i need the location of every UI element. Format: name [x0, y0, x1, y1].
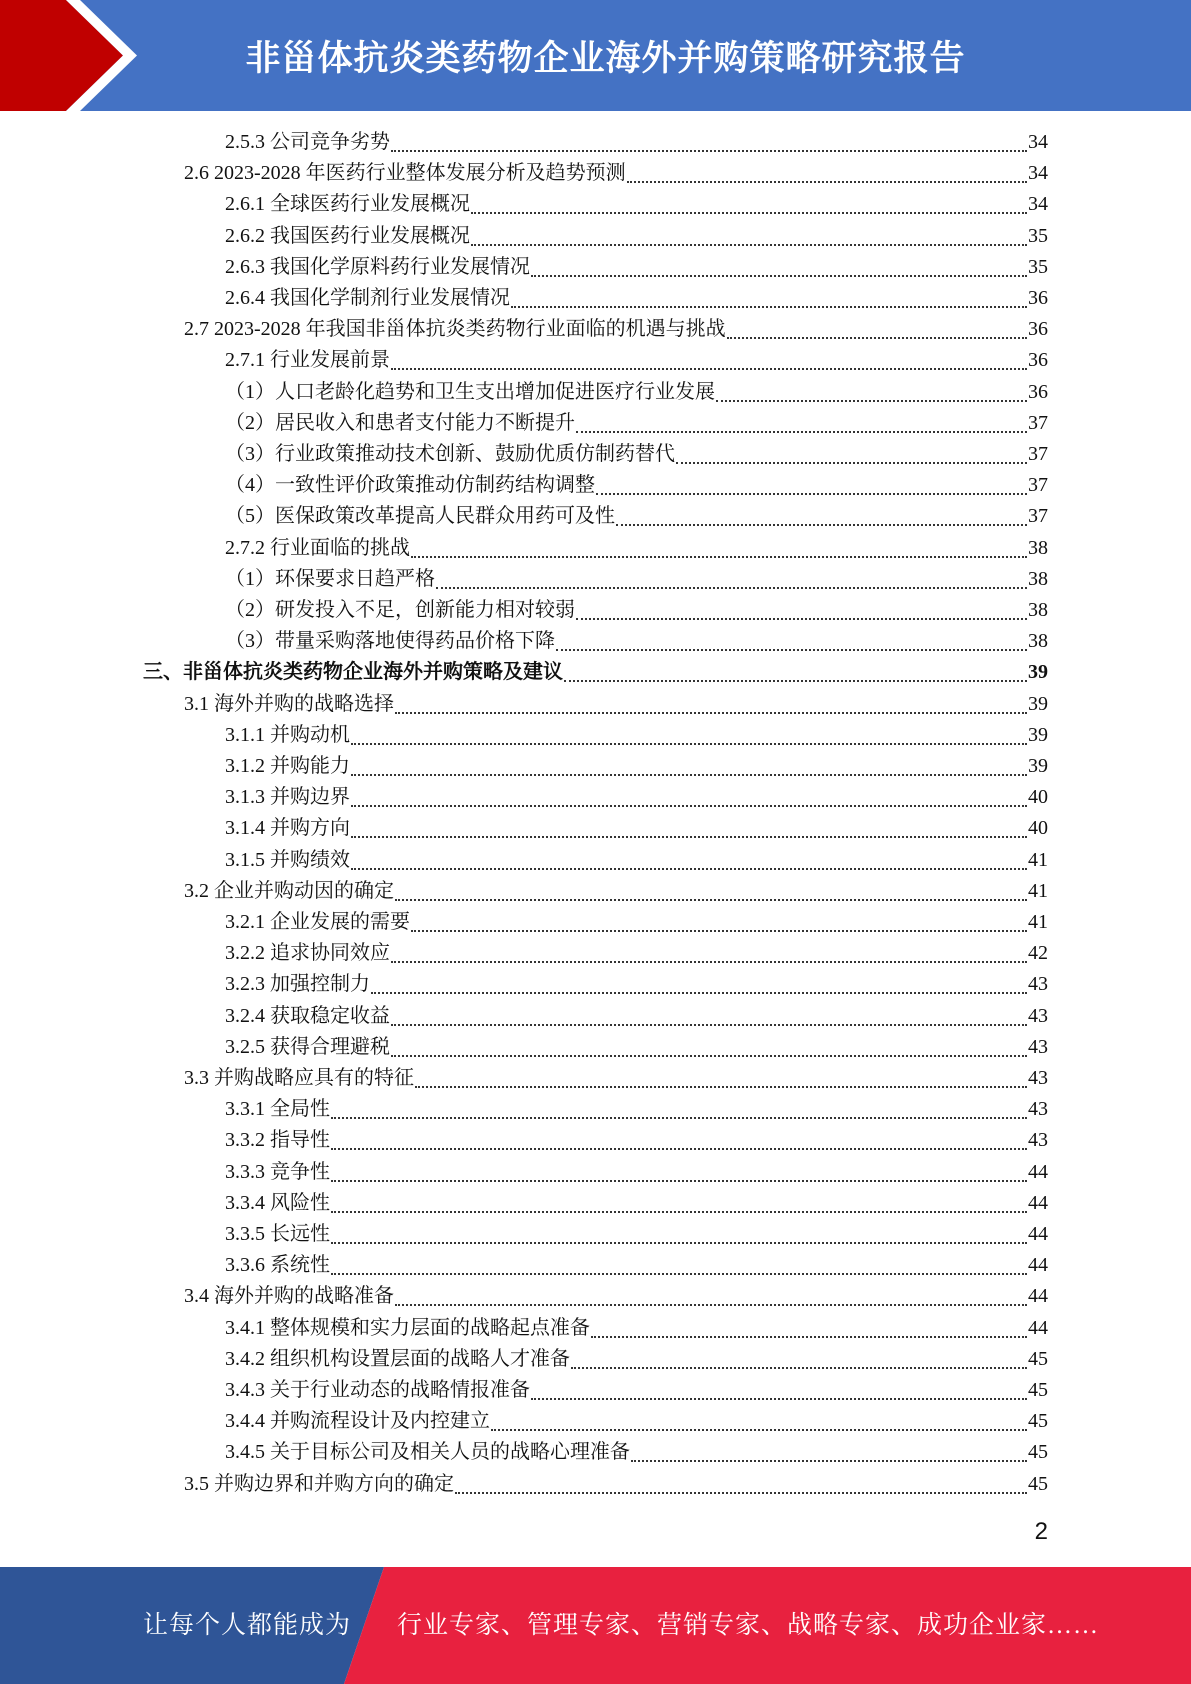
toc-dot-leader	[331, 1193, 1027, 1213]
footer-slogan-right: 行业专家、管理专家、营销专家、战略专家、成功企业家……	[397, 1612, 1100, 1639]
toc-dot-leader	[395, 1286, 1027, 1306]
toc-dot-leader	[616, 506, 1027, 526]
toc-entry-title: （3）行业政策推动技术创新、鼓励优质仿制药替代	[225, 443, 675, 465]
report-title: 非甾体抗炎类药物企业海外并购策略研究报告	[245, 38, 966, 79]
toc-dot-leader	[631, 1442, 1027, 1462]
toc-entry-title: 3.1.4 并购方向	[225, 817, 350, 839]
toc-entry-page: 42	[1028, 942, 1048, 964]
toc-entry-title: 3.3.3 竞争性	[225, 1161, 330, 1183]
toc-entry[interactable]	[225, 221, 1048, 252]
toc-entry-page: 41	[1028, 849, 1048, 871]
toc-entry-page: 34	[1028, 162, 1048, 184]
toc-entry-page: 43	[1028, 1067, 1048, 1089]
toc-dot-leader	[531, 257, 1027, 277]
toc-entry-page: 35	[1028, 225, 1048, 247]
toc-entry[interactable]	[225, 283, 1048, 314]
toc-entry-title: 3.1.2 并购能力	[225, 755, 350, 777]
toc-dot-leader	[471, 194, 1027, 214]
toc-entry-title: 3.4.1 整体规模和实力层面的战略起点准备	[225, 1317, 590, 1339]
toc-entry-page: 44	[1028, 1192, 1048, 1214]
toc-entry-title: 3.3 并购战略应具有的特征	[184, 1067, 414, 1089]
toc-entry[interactable]	[225, 1125, 1048, 1156]
toc-entry-page: 45	[1028, 1473, 1048, 1495]
toc-entry-title: 3.3.6 系统性	[225, 1254, 330, 1276]
toc-entry[interactable]	[184, 314, 1048, 345]
toc-entry-title: 2.6 2023-2028 年医药行业整体发展分析及趋势预测	[184, 162, 626, 184]
toc-dot-leader	[351, 787, 1027, 807]
toc-entry-title: 3.2.1 企业发展的需要	[225, 911, 410, 933]
toc-entry-page: 44	[1028, 1223, 1048, 1245]
toc-entry-page: 34	[1028, 131, 1048, 153]
page-number: 2	[1034, 1518, 1048, 1545]
toc-entry-title: 3.4.3 关于行业动态的战略情报准备	[225, 1379, 530, 1401]
toc-entry[interactable]	[184, 876, 1048, 907]
toc-dot-leader	[576, 600, 1027, 620]
toc-entry-title: （1）人口老龄化趋势和卫生支出增加促进医疗行业发展	[225, 381, 715, 403]
toc-entry[interactable]	[184, 689, 1048, 720]
toc-entry[interactable]	[225, 1250, 1048, 1281]
toc-entry-title: （4）一致性评价政策推动仿制药结构调整	[225, 474, 595, 496]
toc-entry[interactable]	[225, 533, 1048, 564]
toc-dot-leader	[371, 974, 1027, 994]
toc-entry[interactable]	[225, 564, 1048, 595]
toc-entry-page: 35	[1028, 256, 1048, 278]
toc-entry-page: 44	[1028, 1161, 1048, 1183]
toc-entry[interactable]	[225, 1188, 1048, 1219]
toc-entry-page: 39	[1028, 755, 1048, 777]
toc-entry-title: 3.1 海外并购的战略选择	[184, 693, 394, 715]
toc-entry-page: 43	[1028, 973, 1048, 995]
toc-entry[interactable]	[184, 1469, 1048, 1500]
toc-dot-leader	[511, 288, 1027, 308]
toc-dot-leader	[571, 1349, 1027, 1369]
toc-dot-leader	[556, 631, 1027, 651]
toc-entry[interactable]	[184, 158, 1048, 189]
toc-entry-title: （2）居民收入和患者支付能力不断提升	[225, 412, 575, 434]
toc-dot-leader	[391, 350, 1027, 370]
toc-entry[interactable]	[225, 408, 1048, 439]
toc-entry[interactable]	[225, 439, 1048, 470]
toc-entry-title: （2）研发投入不足，创新能力相对较弱	[225, 599, 575, 621]
toc-entry[interactable]	[225, 1344, 1048, 1375]
toc-dot-leader	[391, 132, 1027, 152]
toc-entry-title: 2.7.2 行业面临的挑战	[225, 537, 410, 559]
toc-entry-title: 3.3.5 长远性	[225, 1223, 330, 1245]
toc-dot-leader	[331, 1224, 1027, 1244]
toc-dot-leader	[576, 413, 1027, 433]
toc-entry-page: 34	[1028, 193, 1048, 215]
toc-entry-title: （3）带量采购落地使得药品价格下降	[225, 630, 555, 652]
toc-entry-title: 3.4.4 并购流程设计及内控建立	[225, 1410, 490, 1432]
toc-entry[interactable]	[225, 1001, 1048, 1032]
toc-entry-page: 44	[1028, 1254, 1048, 1276]
toc-dot-leader	[395, 881, 1027, 901]
toc-entry-page: 38	[1028, 630, 1048, 652]
toc-dot-leader	[716, 382, 1027, 402]
toc-entry-title: 2.5.3 公司竞争劣势	[225, 131, 390, 153]
toc-dot-leader	[627, 163, 1027, 183]
toc-entry[interactable]	[184, 1281, 1048, 1312]
toc-entry-page: 44	[1028, 1317, 1048, 1339]
toc-entry-title: 3.2.3 加强控制力	[225, 973, 370, 995]
toc-entry-page: 40	[1028, 817, 1048, 839]
toc-entry[interactable]	[225, 345, 1048, 376]
toc-entry-page: 43	[1028, 1036, 1048, 1058]
toc-entry[interactable]	[225, 252, 1048, 283]
toc-entry[interactable]	[143, 657, 1048, 688]
toc-entry[interactable]	[225, 1313, 1048, 1344]
toc-entry[interactable]	[225, 1437, 1048, 1468]
toc-dot-leader	[351, 850, 1027, 870]
toc-dot-leader	[436, 569, 1027, 589]
toc-entry[interactable]	[225, 938, 1048, 969]
toc-entry[interactable]	[225, 782, 1048, 813]
toc-entry-title: 2.6.3 我国化学原料药行业发展情况	[225, 256, 530, 278]
toc-entry-page: 45	[1028, 1410, 1048, 1432]
toc-entry-page: 39	[1028, 661, 1048, 683]
toc-entry-page: 38	[1028, 537, 1048, 559]
toc-entry-title: 3.2.5 获得合理避税	[225, 1036, 390, 1058]
toc-entry[interactable]	[225, 501, 1048, 532]
toc-entry[interactable]	[225, 377, 1048, 408]
toc-entry-title: 3.2.4 获取稳定收益	[225, 1005, 390, 1027]
toc-entry-title: 三、非甾体抗炎类药物企业海外并购策略及建议	[143, 661, 563, 683]
header-arrow-decoration	[0, 0, 150, 111]
toc-entry[interactable]	[184, 1063, 1048, 1094]
toc-dot-leader	[455, 1474, 1027, 1494]
toc-dot-leader	[471, 226, 1027, 246]
page-header	[0, 0, 1191, 111]
toc-entry[interactable]	[225, 1032, 1048, 1063]
toc-entry-page: 36	[1028, 318, 1048, 340]
toc-entry-page: 36	[1028, 349, 1048, 371]
toc-entry-title: 3.3.1 全局性	[225, 1098, 330, 1120]
footer-slogan-left: 让每个人都能成为	[143, 1612, 352, 1639]
toc-entry-page: 43	[1028, 1098, 1048, 1120]
toc-entry-title: 2.6.1 全球医药行业发展概况	[225, 193, 470, 215]
toc-entry-title: 2.7 2023-2028 年我国非甾体抗炎类药物行业面临的机遇与挑战	[184, 318, 726, 340]
toc-dot-leader	[596, 475, 1027, 495]
toc-entry[interactable]	[225, 127, 1048, 158]
toc-entry[interactable]	[225, 845, 1048, 876]
toc-entry-page: 39	[1028, 693, 1048, 715]
toc-dot-leader	[491, 1411, 1027, 1431]
toc-dot-leader	[411, 538, 1027, 558]
toc-entry-page: 44	[1028, 1285, 1048, 1307]
toc-entry[interactable]	[225, 1375, 1048, 1406]
toc-entry-page: 45	[1028, 1379, 1048, 1401]
toc-entry-page: 38	[1028, 599, 1048, 621]
toc-dot-leader	[391, 1006, 1027, 1026]
toc-entry-page: 37	[1028, 505, 1048, 527]
toc-entry-page: 45	[1028, 1441, 1048, 1463]
toc-entry-page: 36	[1028, 287, 1048, 309]
toc-dot-leader	[351, 818, 1027, 838]
toc-entry-title: 3.3.4 风险性	[225, 1192, 330, 1214]
page-footer	[0, 1567, 1191, 1684]
toc-dot-leader	[411, 912, 1027, 932]
toc-entry[interactable]	[225, 969, 1048, 1000]
toc-entry-title: 3.2 企业并购动因的确定	[184, 880, 394, 902]
toc-entry[interactable]	[225, 626, 1048, 657]
toc-entry-page: 41	[1028, 911, 1048, 933]
toc-entry-title: 3.4.2 组织机构设置层面的战略人才准备	[225, 1348, 570, 1370]
toc-entry-title: 3.2.2 追求协同效应	[225, 942, 390, 964]
toc-dot-leader	[564, 662, 1027, 682]
toc-dot-leader	[676, 444, 1027, 464]
toc-entry-page: 39	[1028, 724, 1048, 746]
toc-entry[interactable]	[225, 1094, 1048, 1125]
toc-dot-leader	[415, 1068, 1027, 1088]
toc-entry[interactable]	[225, 1219, 1048, 1250]
toc-entry-title: （1）环保要求日趋严格	[225, 568, 435, 590]
toc-entry[interactable]	[225, 1406, 1048, 1437]
toc-entry-page: 43	[1028, 1005, 1048, 1027]
toc-dot-leader	[331, 1162, 1027, 1182]
toc-entry-title: 3.3.2 指导性	[225, 1129, 330, 1151]
toc-entry-title: 3.4 海外并购的战略准备	[184, 1285, 394, 1307]
toc-entry-title: 3.1.1 并购动机	[225, 724, 350, 746]
toc-entry[interactable]	[225, 751, 1048, 782]
toc-entry-page: 45	[1028, 1348, 1048, 1370]
toc-entry-page: 38	[1028, 568, 1048, 590]
toc-entry-page: 43	[1028, 1129, 1048, 1151]
toc-entry[interactable]	[225, 470, 1048, 501]
toc-dot-leader	[591, 1318, 1027, 1338]
toc-dot-leader	[351, 756, 1027, 776]
toc-dot-leader	[531, 1380, 1027, 1400]
toc-entry-page: 41	[1028, 880, 1048, 902]
toc-entry-title: 3.1.3 并购边界	[225, 786, 350, 808]
toc-dot-leader	[395, 694, 1027, 714]
toc-entry-title: 3.4.5 关于目标公司及相关人员的战略心理准备	[225, 1441, 630, 1463]
toc-dot-leader	[331, 1099, 1027, 1119]
toc-entry[interactable]	[225, 189, 1048, 220]
toc-entry-page: 37	[1028, 412, 1048, 434]
toc-entry-title: 2.7.1 行业发展前景	[225, 349, 390, 371]
toc-dot-leader	[391, 1037, 1027, 1057]
toc-entry[interactable]	[225, 595, 1048, 626]
toc-dot-leader	[351, 725, 1027, 745]
toc-dot-leader	[727, 319, 1027, 339]
toc-entry-title: 3.1.5 并购绩效	[225, 849, 350, 871]
toc-entry-title: 2.6.4 我国化学制剂行业发展情况	[225, 287, 510, 309]
toc-entry-page: 37	[1028, 443, 1048, 465]
toc-entry[interactable]	[225, 720, 1048, 751]
toc-dot-leader	[331, 1130, 1027, 1150]
toc-entry-page: 37	[1028, 474, 1048, 496]
toc-entry-page: 40	[1028, 786, 1048, 808]
toc-entry-page: 36	[1028, 381, 1048, 403]
toc-entry[interactable]	[225, 907, 1048, 938]
toc-entry[interactable]	[225, 813, 1048, 844]
toc-entry[interactable]	[225, 1157, 1048, 1188]
toc-entry-title: 3.5 并购边界和并购方向的确定	[184, 1473, 454, 1495]
toc-dot-leader	[391, 943, 1027, 963]
toc-entry-title: （5）医保政策改革提高人民群众用药可及性	[225, 505, 615, 527]
toc-dot-leader	[331, 1255, 1027, 1275]
toc-entry-title: 2.6.2 我国医药行业发展概况	[225, 225, 470, 247]
